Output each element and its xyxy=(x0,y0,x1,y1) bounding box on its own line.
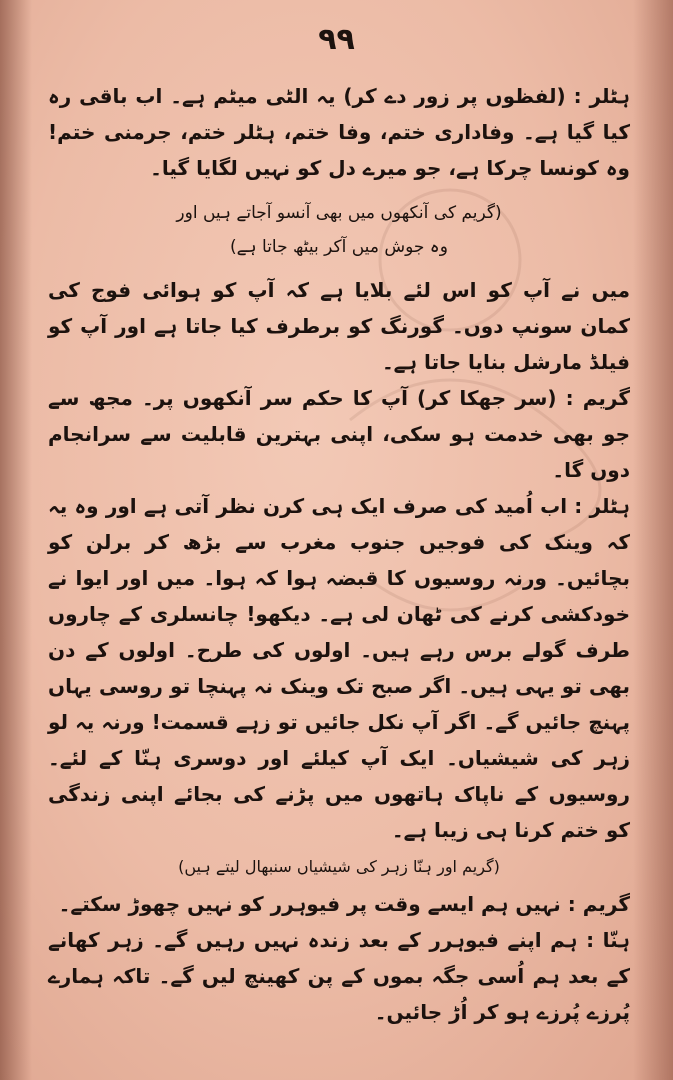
dialogue-text: (لفظوں پر زور دے کر) یہ الٹی میٹم ہے۔ اب باقی رہ کیا گیا ہے۔ وفاداری ختم، وفا ختم، ہٹلر ختم، جرمنی ختم! وہ کونسا چرکا ہے، جو میرے دل کو نہیں لگایا گیا۔ xyxy=(48,84,630,180)
dialogue-paragraph xyxy=(48,886,630,922)
dialogue-paragraph xyxy=(48,922,630,1030)
speaker-name: گریم : xyxy=(567,892,630,916)
stage-direction-line: (گریم اور ہنّا زہر کی شیشیاں سنبھال لیتے ہیں) xyxy=(178,857,500,876)
dialogue-text: اب اُمید کی صرف ایک ہی کرن نظر آتی ہے اور وہ یہ کہ وینک کی فوجیں جنوب مغرب سے بڑھ کر برلن کو بچائیں۔ ورنہ روسیوں کا قبضہ ہوا کہ ہوا۔ میں اور ایوا نے خودکشی کرنے کی ٹھان لی ہے۔ دیکھو! چانسلری کے چاروں طرف گولے برس رہے ہیں۔ اولوں کی طرح۔ اولوں کے دن بھی تو یہی ہیں۔ اگر صبح تک وینک نہ پہنچا تو روسی یہاں پہنچ جائیں گے۔ اگر آپ نکل جائیں تو زہے قسمت! ورنہ یہ لو زہر کی شیشیاں۔ ایک آپ کیلئے اور دوسری ہنّا کے لئے۔ روسیوں کے ناپاک ہاتھوں میں پڑنے کی بجائے اپنی زندگی کو ختم کرنا ہی زیبا ہے۔ xyxy=(48,494,630,842)
dialogue-paragraph xyxy=(48,272,630,380)
speaker-name: گریم : xyxy=(565,386,630,410)
dialogue-text: میں نے آپ کو اس لئے بلایا ہے کہ آپ کو ہوائی فوج کی کمان سونپ دوں۔ گورنگ کو برطرف کیا جاتا ہے اور آپ کو فیلڈ مارشل بنایا جاتا ہے۔ xyxy=(48,278,630,374)
dialogue-paragraph xyxy=(48,488,630,848)
dialogue-text: ہم اپنے فیوہرر کے بعد زندہ نہیں رہیں گے۔ زہر کھانے کے بعد ہم اُسی جگہ بموں کے پن کھینچ لیں گے۔ تاکہ ہمارے پُرزے پُرزے ہو کر اُڑ جائیں۔ xyxy=(48,928,630,1024)
page-number: ۹۹ xyxy=(318,22,355,57)
page-content xyxy=(48,78,630,1030)
stage-direction xyxy=(48,852,630,882)
dialogue-text: (سر جھکا کر) آپ کا حکم سر آنکھوں پر۔ مجھ سے جو بھی خدمت ہو سکی، اپنی بہترین قابلیت سے سرانجام دوں گا۔ xyxy=(48,386,630,482)
dialogue-paragraph xyxy=(48,78,630,186)
stage-direction-line: (گریم کی آنکھوں میں بھی آنسو آجاتے ہیں اور xyxy=(176,203,502,223)
page-gutter-shadow xyxy=(0,0,32,1080)
dialogue-text: نہیں ہم ایسے وقت پر فیوہرر کو نہیں چھوڑ سکتے۔ xyxy=(58,892,561,916)
speaker-name: ہٹلر : xyxy=(573,84,630,108)
speaker-name: ہٹلر : xyxy=(574,494,631,518)
page-edge-shadow xyxy=(633,0,673,1080)
stage-direction-line: وہ جوش میں آکر بیٹھ جاتا ہے) xyxy=(230,237,448,257)
dialogue-paragraph xyxy=(48,380,630,488)
stage-direction xyxy=(48,196,630,264)
speaker-name: ہنّا : xyxy=(586,928,630,952)
